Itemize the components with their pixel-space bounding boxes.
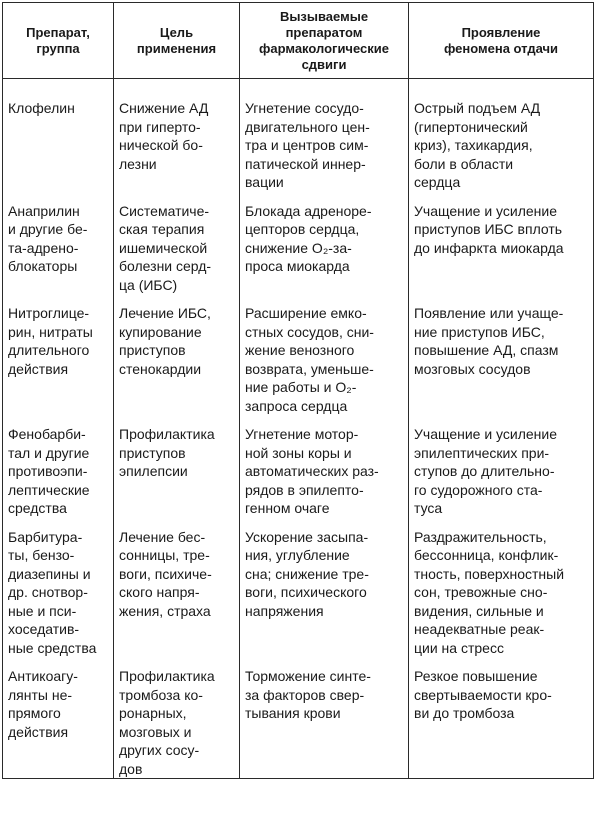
header-label: Цель применения [136, 24, 217, 56]
header-purpose [114, 3, 240, 79]
cell-text: Появление или учаще- ние приступов ИБС, повышение АД, спазм мозговых сосудов [414, 305, 564, 377]
header-drug-group [3, 3, 114, 79]
cell-shifts [240, 657, 409, 779]
cell-purpose [114, 192, 240, 295]
header-label: Проявление феномена отдачи [443, 24, 559, 56]
header-label: Вызываемые препаратом фармакологические сдвиги [259, 8, 389, 72]
cell-text: Ускорение засыпа- ния, углубление сна; снижение тре- воги, психического напряжения [245, 528, 369, 619]
table-header [3, 3, 594, 79]
cell-drug [3, 79, 114, 192]
cell-text: Профилактика тромбоза ко- ронарных, мозговых и других сосу- дов [119, 668, 215, 777]
cell-purpose [114, 79, 240, 192]
cell-rebound [409, 192, 594, 295]
cell-shifts [240, 192, 409, 295]
cell-drug [3, 657, 114, 779]
cell-shifts [240, 518, 409, 658]
table-row [3, 415, 594, 518]
table-row [3, 518, 594, 658]
cell-drug [3, 415, 114, 518]
cell-text: Систематиче- ская терапия ишемической болезни серд- ца (ИБС) [119, 202, 212, 293]
cell-text: Раздражительность, бессонница, конфлик- тность, поверхностный сон, тревожные сно- видения, сильные и неадекватные реак- ции на стресс [414, 528, 565, 656]
cell-text: Учащение и усиление эпилептических при- ступов до длительно- го судорожного ста- туса [414, 426, 558, 516]
cell-text: Блокада адреноре- цепторов сердца, снижение О₂-за- проса миокарда [245, 202, 372, 274]
cell-rebound [409, 294, 594, 415]
table-row [3, 192, 594, 295]
cell-text: Профилактика приступов эпилепсии [119, 426, 215, 479]
cell-rebound [409, 657, 594, 779]
cell-text: Угнетение сосудо- двигательного цен- тра и центров сим- патической иннер- вации [245, 100, 370, 190]
cell-text: Нитроглице- рин, нитраты длительного действия [8, 305, 93, 377]
cell-text: Резкое повышение свертываемости кро- ви до тромбоза [414, 668, 552, 721]
cell-rebound [409, 518, 594, 658]
cell-purpose [114, 294, 240, 415]
cell-text: Учащение и усиление приступов ИБС вплоть до инфаркта миокарда [414, 202, 564, 256]
cell-text: Снижение АД при гиперто- нической бо- лезни [119, 100, 209, 172]
cell-text: Антикоагу- лянты не- прямого действия [8, 668, 78, 740]
cell-text: Клофелин [8, 100, 75, 116]
cell-text: Фенобарби- тал и другие противоэпи- лептические средства [8, 426, 90, 516]
cell-drug [3, 518, 114, 658]
cell-text: Расширение емко- стных сосудов, сни- жение венозного возврата, уменьше- ние работы и О₂- запроса сердца [245, 305, 374, 414]
cell-shifts [240, 79, 409, 192]
header-rebound-manifestation [409, 3, 594, 79]
cell-text: Острый подъем АД (гипертонический криз), тахикардия, боли в области сердца [414, 100, 541, 190]
cell-text: Лечение бес- сонницы, тре- воги, психиче- ского напря- жения, страха [119, 528, 212, 619]
table-row [3, 79, 594, 192]
cell-rebound [409, 79, 594, 192]
cell-purpose [114, 518, 240, 658]
cell-drug [3, 294, 114, 415]
cell-text: Барбитура- ты, бензо- диазепины и др. снотвор- ные и пси- хоседатив- ные средства [8, 528, 97, 656]
table-body [3, 79, 594, 779]
cell-text: Торможение синте- за факторов свер- тывания крови [245, 668, 371, 721]
header-pharmacological-shifts [240, 3, 409, 79]
table-row [3, 294, 594, 415]
cell-text: Лечение ИБС, купирование приступов стенокардии [119, 305, 211, 377]
table-row [3, 657, 594, 779]
rebound-phenomenon-table [2, 2, 594, 779]
cell-purpose [114, 657, 240, 779]
cell-text: Анаприлин и другие бе- та-адрено- блокаторы [8, 202, 88, 274]
cell-rebound [409, 415, 594, 518]
cell-shifts [240, 294, 409, 415]
header-row [3, 3, 594, 79]
cell-purpose [114, 415, 240, 518]
cell-text: Угнетение мотор- ной зоны коры и автоматических раз- рядов в эпилепто- генном очаге [245, 426, 379, 516]
header-label: Препарат, группа [26, 24, 90, 56]
cell-shifts [240, 415, 409, 518]
cell-drug [3, 192, 114, 295]
